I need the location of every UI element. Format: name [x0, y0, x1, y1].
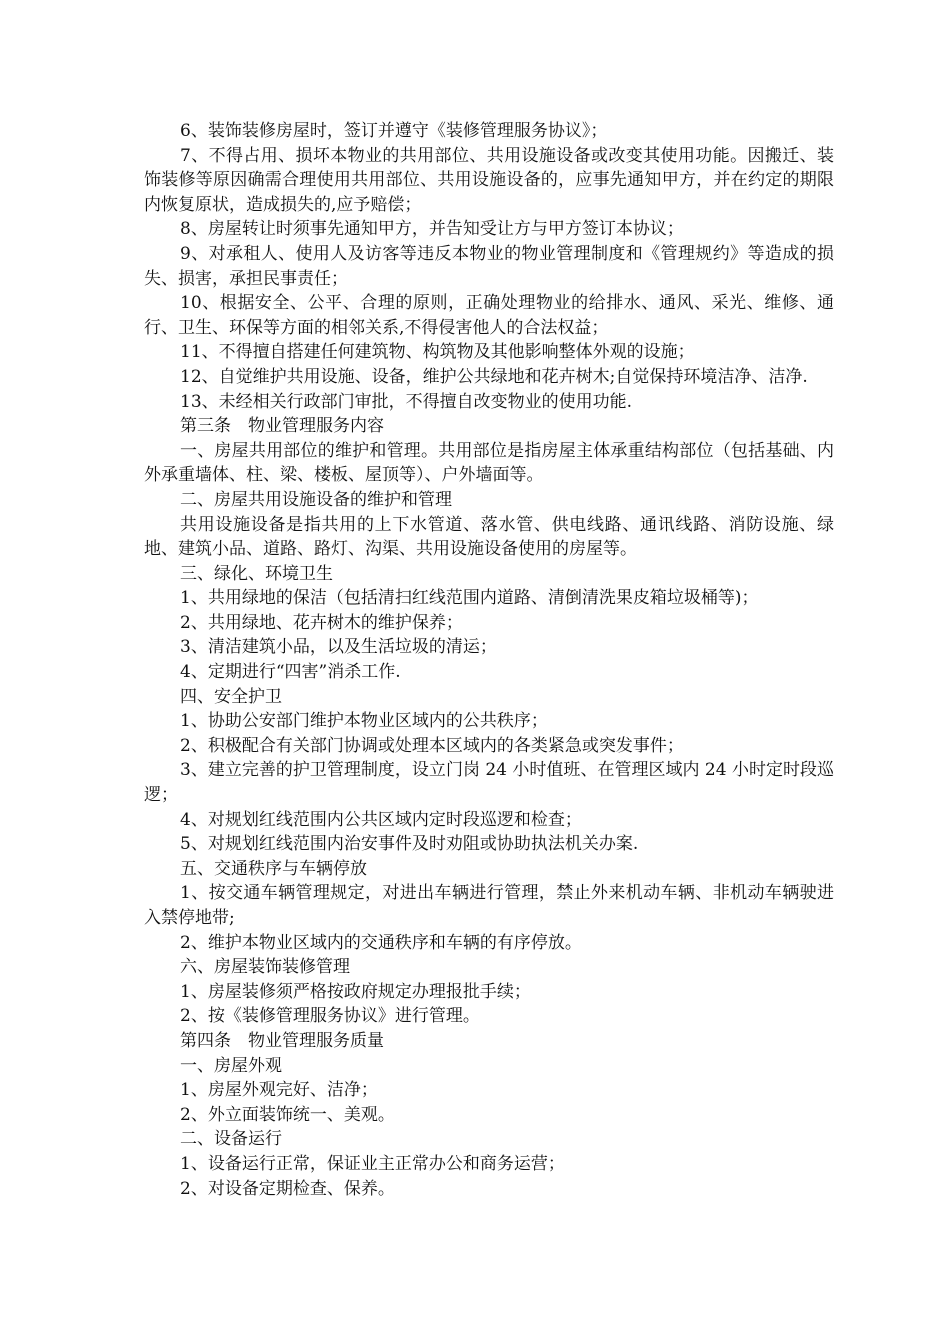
paragraph: 1、按交通车辆管理规定，对进出车辆进行管理，禁止外来机动车辆、非机动车辆驶进入禁停地带;: [144, 883, 834, 928]
section-heading: 第三条 物业管理服务内容: [180, 416, 384, 437]
paragraph: 共用设施设备是指共用的上下水管道、落水管、供电线路、通讯线路、消防设施、绿地、建筑小品、道路、路灯、沟渠、共用设施设备使用的房屋等。: [144, 514, 834, 560]
paragraph: 一、房屋共用部位的维护和管理。共用部位是指房屋主体承重结构部位（包括基础、内外承重墙体、柱、梁、楼板、屋顶等）、户外墙面等。: [144, 440, 834, 486]
paragraph: 1、共用绿地的保洁（包括清扫红线范围内道路、清倒清洗果皮箱垃圾桶等)；: [180, 588, 759, 609]
paragraph: 2、共用绿地、花卉树木的维护保养；: [180, 612, 463, 633]
paragraph: 2、按《装修管理服务协议》进行管理。: [180, 1006, 480, 1027]
paragraph: 10、根据安全、公平、合理的原则，正确处理物业的给排水、通风、采光、维修、通行、卫生、环保等方面的相邻关系,不得侵害他人的合法权益；: [144, 293, 834, 338]
paragraph: 1、协助公安部门维护本物业区域内的公共秩序；: [180, 711, 548, 732]
subsection-heading: 三、绿化、环境卫生: [180, 563, 333, 584]
paragraph: 4、对规划红线范围内公共区域内定时段巡逻和检查；: [180, 809, 582, 830]
subsection-heading: 六、房屋装饰装修管理: [180, 957, 350, 978]
subsection-heading: 五、交通秩序与车辆停放: [180, 858, 367, 879]
paragraph: 5、对规划红线范围内治安事件及时劝阻或协助执法机关办案.: [180, 834, 639, 855]
subsection-heading: 四、安全护卫: [180, 686, 282, 707]
paragraph: 3、建立完善的护卫管理制度，设立门岗 24 小时值班、在管理区域内 24 小时定时段巡逻；: [144, 760, 834, 806]
paragraph: 3、清洁建筑小品，以及生活垃圾的清运；: [180, 637, 497, 658]
paragraph: 13、未经相关行政部门审批，不得擅自改变物业的使用功能.: [180, 391, 633, 412]
paragraph: 2、对设备定期检查、保养。: [180, 1178, 395, 1199]
paragraph: 8、房屋转让时须事先通知甲方，并告知受让方与甲方签订本协议；: [180, 219, 684, 240]
subsection-heading: 二、设备运行: [180, 1129, 282, 1150]
document-body: [144, 119, 834, 1201]
paragraph: 12、自觉维护共用设施、设备，维护公共绿地和花卉树木;自觉保持环境洁净、洁净.: [180, 366, 808, 387]
paragraph: 1、房屋外观完好、洁净；: [180, 1080, 378, 1101]
paragraph: 2、外立面装饰统一、美观。: [180, 1104, 395, 1125]
paragraph: 9、对承租人、使用人及访客等违反本物业的物业管理制度和《管理规约》等造成的损失、损害，承担民事责任；: [144, 243, 834, 289]
subsection-heading: 二、房屋共用设施设备的维护和管理: [180, 489, 452, 510]
paragraph: 1、房屋装修须严格按政府规定办理报批手续；: [180, 981, 531, 1002]
paragraph: 11、不得擅自搭建任何建筑物、构筑物及其他影响整体外观的设施；: [180, 342, 695, 363]
subsection-heading: 一、房屋外观: [180, 1055, 282, 1076]
paragraph: 4、定期进行“四害”消杀工作.: [180, 662, 401, 683]
paragraph: 6、装饰装修房屋时，签订并遵守《装修管理服务协议》；: [180, 121, 608, 141]
section-heading: 第四条 物业管理服务质量: [180, 1030, 384, 1051]
paragraph: 2、积极配合有关部门协调或处理本区域内的各类紧急或突发事件；: [180, 735, 684, 756]
paragraph: 1、设备运行正常，保证业主正常办公和商务运营；: [180, 1153, 565, 1174]
paragraph: 2、维护本物业区域内的交通秩序和车辆的有序停放。: [180, 932, 582, 953]
paragraph: 7、不得占用、损坏本物业的共用部位、共用设施设备或改变其使用功能。因搬迁、装饰装修等原因确需合理使用共用部位、共用设施设备的，应事先通知甲方，并在约定的期限内恢复原状，造成损失的,应予赔偿；: [144, 145, 834, 215]
